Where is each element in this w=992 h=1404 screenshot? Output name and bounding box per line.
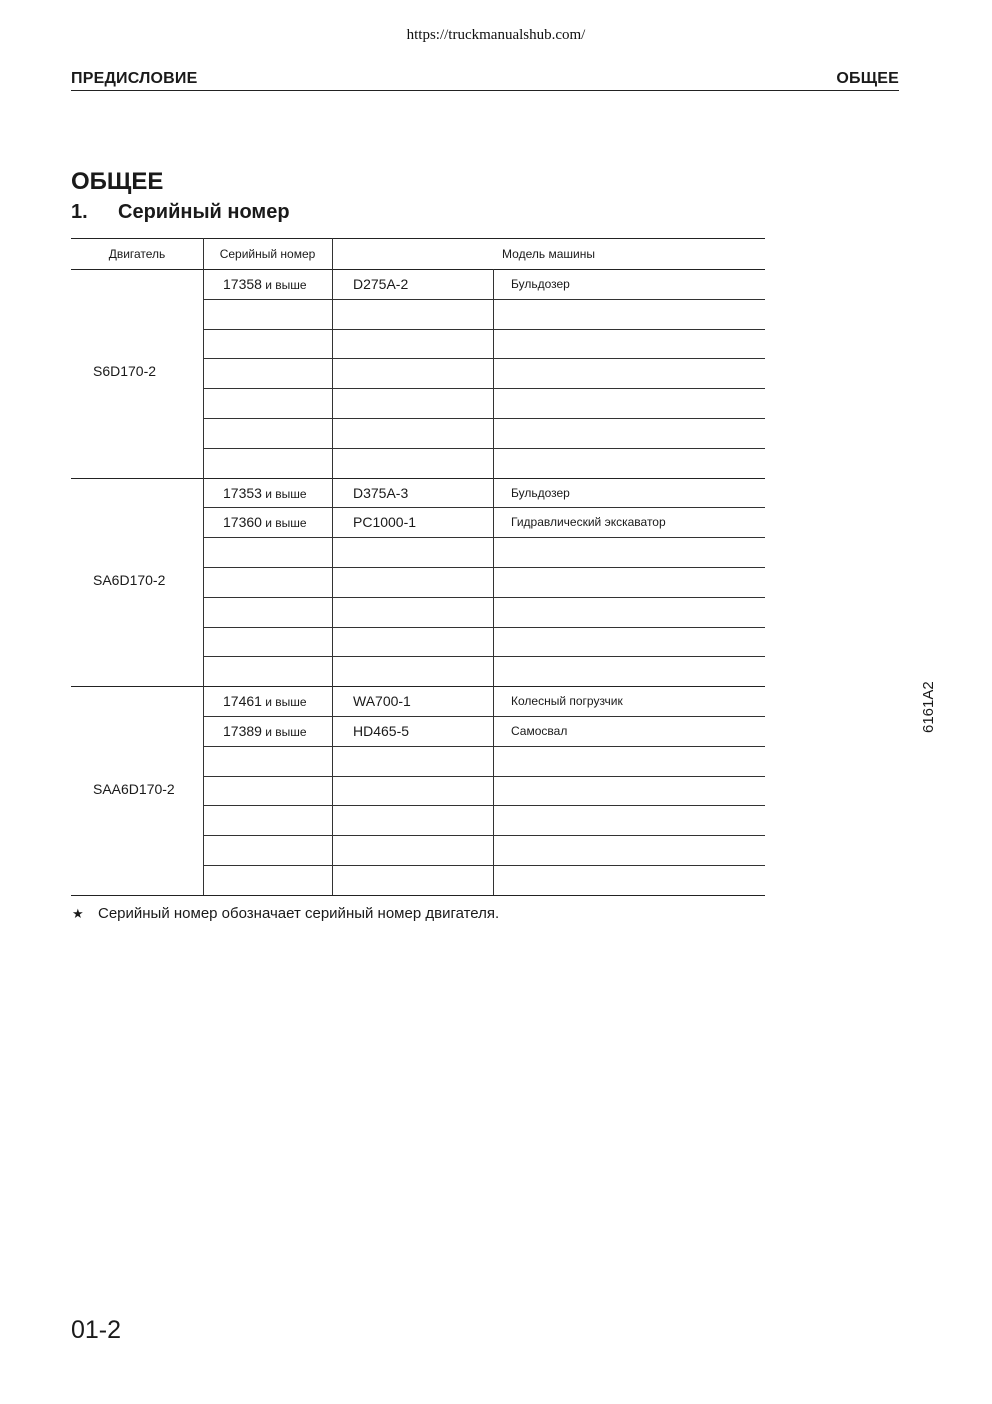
serial-number: 17353 (223, 484, 262, 501)
row-rule (203, 388, 765, 389)
table-header-rule (71, 269, 765, 270)
column-divider (493, 269, 494, 478)
engine-name: S6D170-2 (93, 363, 157, 380)
row-rule (203, 776, 765, 777)
machine-type: Бульдозер (511, 485, 570, 500)
row-rule (203, 805, 765, 806)
row-rule (203, 329, 765, 330)
header-section-name: ПРЕДИСЛОВИЕ (71, 70, 198, 87)
section-title: Серийный номер (118, 201, 290, 223)
column-divider (203, 478, 204, 687)
machine-model: HD465-5 (353, 723, 410, 739)
serial-suffix: и выше (261, 486, 307, 501)
row-rule (203, 865, 765, 866)
serial-suffix: и выше (261, 725, 307, 739)
column-divider (493, 478, 494, 687)
machine-type: Самосвал (511, 724, 568, 738)
header-divider (203, 238, 204, 269)
footnote (72, 905, 499, 922)
row-rule (203, 358, 765, 359)
page-title: ОБЩЕЕ (71, 168, 164, 195)
column-divider (332, 269, 333, 478)
document-code: 6161A2 (920, 681, 937, 733)
serial-cell (223, 276, 307, 292)
row-rule (203, 418, 765, 419)
star-icon: ★ (72, 906, 84, 921)
serial-suffix: и выше (261, 278, 307, 292)
machine-model: PC1000-1 (353, 514, 417, 531)
page-header (71, 70, 899, 91)
footnote-text: Серийный номер обозначает серийный номер двигателя. (98, 905, 500, 922)
page-number: 01-2 (71, 1316, 122, 1344)
header-engine: Двигатель (108, 247, 166, 261)
row-rule (203, 507, 765, 508)
engine-name: SAA6D170-2 (93, 780, 175, 797)
column-divider (493, 686, 494, 895)
header-chapter-name: ОБЩЕЕ (836, 70, 899, 87)
group-rule (71, 686, 765, 687)
row-rule (203, 627, 765, 628)
column-divider (332, 686, 333, 895)
row-rule (203, 537, 765, 538)
serial-number: 17389 (223, 723, 262, 739)
machine-type: Колесный погрузчик (511, 694, 623, 709)
engine-name: SA6D170-2 (93, 571, 166, 588)
machine-model: WA700-1 (353, 693, 411, 710)
group-rule (71, 895, 765, 896)
column-divider (203, 269, 204, 478)
row-rule (203, 656, 765, 657)
machine-model: D375A-3 (353, 484, 409, 501)
machine-model: D275A-2 (353, 276, 409, 292)
row-rule (203, 716, 765, 717)
machine-type: Бульдозер (511, 277, 570, 291)
group-rule (71, 478, 765, 479)
row-rule (203, 835, 765, 836)
header-serial: Серийный номер (219, 247, 316, 261)
column-divider (203, 686, 204, 895)
row-rule (203, 746, 765, 747)
serial-suffix: и выше (261, 516, 307, 531)
row-rule (203, 448, 765, 449)
column-divider (332, 478, 333, 687)
serial-suffix: и выше (261, 695, 307, 710)
source-url[interactable]: https://truckmanualshub.com/ (406, 27, 586, 43)
machine-type: Гидравлический экскаватор (511, 515, 666, 530)
serial-number: 17360 (223, 514, 262, 531)
section-heading (71, 201, 290, 224)
header-divider (332, 238, 333, 269)
header-model: Модель машины (502, 247, 595, 261)
serial-cell (223, 723, 307, 739)
serial-number: 17358 (223, 276, 262, 292)
section-number: 1. (71, 201, 88, 223)
table-top-rule (71, 238, 765, 239)
row-rule (203, 567, 765, 568)
row-rule (203, 597, 765, 598)
row-rule (203, 299, 765, 300)
serial-number: 17461 (223, 693, 262, 710)
serial-cell (223, 514, 307, 530)
serial-cell (223, 693, 307, 709)
serial-cell (223, 485, 307, 501)
